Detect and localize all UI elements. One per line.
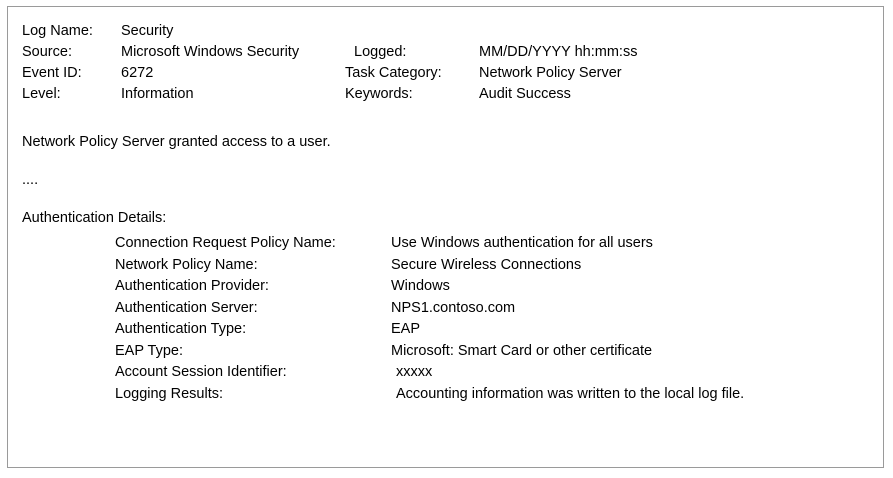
detail-row <box>115 384 883 406</box>
logged-label: Logged: <box>354 44 407 60</box>
account-session-identifier-label: Account Session Identifier: <box>115 364 287 380</box>
network-policy-name-value: Secure Wireless Connections <box>391 256 582 273</box>
authentication-server-label: Authentication Server: <box>115 299 258 316</box>
keywords-value: Audit Success <box>479 86 571 102</box>
event-header-row <box>22 63 883 84</box>
event-header <box>8 21 883 105</box>
logging-results-value: Accounting information was written to the local log file. <box>396 385 745 402</box>
detail-row <box>115 319 883 341</box>
detail-row <box>115 255 883 277</box>
authentication-type-value: EAP <box>391 321 421 337</box>
source-label: Source: <box>22 44 72 60</box>
event-header-row <box>22 21 883 42</box>
authentication-provider-value: Windows <box>391 278 450 294</box>
event-description: Network Policy Server granted access to a user. <box>22 134 331 150</box>
source-value: Microsoft Windows Security <box>121 44 300 60</box>
authentication-server-value: NPS1.contoso.com <box>391 299 516 316</box>
authentication-provider-label: Authentication Provider: <box>115 278 269 294</box>
authentication-details-title: Authentication Details: <box>22 210 167 226</box>
spacer <box>8 153 883 170</box>
detail-row <box>115 362 883 384</box>
event-id-value: 6272 <box>121 65 154 81</box>
level-value: Information <box>121 86 194 102</box>
connection-request-policy-name-label: Connection Request Policy Name: <box>115 235 336 251</box>
task-category-label: Task Category: <box>345 65 442 81</box>
authentication-type-label: Authentication Type: <box>115 321 247 337</box>
task-category-value: Network Policy Server <box>479 65 622 81</box>
log-name-value: Security <box>121 23 174 39</box>
connection-request-policy-name-value: Use Windows authentication for all users <box>391 235 653 251</box>
log-name-label: Log Name: <box>22 23 93 39</box>
eap-type-label: EAP Type: <box>115 342 183 359</box>
account-session-identifier-value: xxxxx <box>396 364 433 380</box>
detail-row <box>115 233 883 255</box>
network-policy-name-label: Network Policy Name: <box>115 256 258 273</box>
event-ellipsis: .... <box>22 172 39 188</box>
event-header-row <box>22 84 883 105</box>
logging-results-label: Logging Results: <box>115 385 224 402</box>
event-header-row <box>22 42 883 63</box>
event-details-panel <box>7 6 884 468</box>
level-label: Level: <box>22 86 61 102</box>
spacer <box>8 105 883 132</box>
authentication-details-list <box>8 233 883 405</box>
detail-row <box>115 298 883 320</box>
eap-type-value: Microsoft: Smart Card or other certificate <box>391 342 653 359</box>
detail-row <box>115 341 883 363</box>
spacer <box>8 191 883 208</box>
keywords-label: Keywords: <box>345 86 413 102</box>
event-id-label: Event ID: <box>22 65 82 81</box>
logged-value: MM/DD/YYYY hh:mm:ss <box>479 44 638 60</box>
detail-row <box>115 276 883 298</box>
